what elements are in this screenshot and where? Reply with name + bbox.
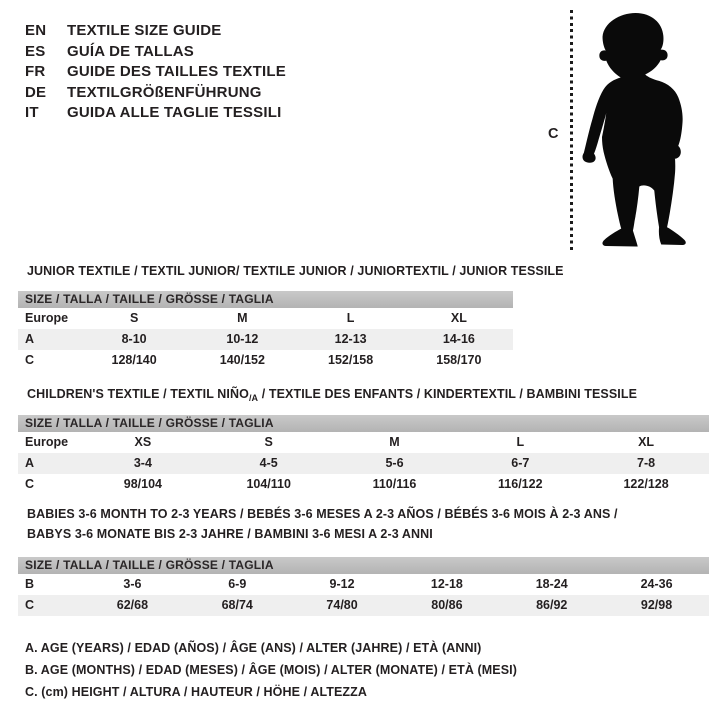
size-cell: L bbox=[346, 311, 355, 325]
language-row bbox=[25, 21, 286, 42]
section-title-segment: BABYS 3-6 MONATE BIS 2-3 JAHRE / BAMBINI 3-6 MESI A 2-3 ANNI bbox=[27, 527, 433, 541]
section-title bbox=[27, 524, 433, 544]
language-code: ES bbox=[25, 42, 46, 60]
language-title-list bbox=[25, 21, 286, 124]
table-header-bar: SIZE / TALLA / TAILLE / GRÖSSE / TAGLIA bbox=[18, 557, 709, 574]
size-cell: 3-4 bbox=[133, 456, 152, 470]
size-cell: 140/152 bbox=[219, 353, 265, 367]
row-label: A bbox=[25, 332, 35, 346]
size-cell: 62/68 bbox=[116, 598, 149, 612]
language-title: TEXTILGRÖßENFÜHRUNG bbox=[67, 83, 262, 101]
height-measure-dotted-line bbox=[570, 10, 573, 252]
language-title: GUIDA ALLE TAGLIE TESSILI bbox=[67, 104, 282, 121]
language-code: IT bbox=[25, 104, 39, 121]
table-row bbox=[18, 474, 709, 495]
size-cell: 14-16 bbox=[442, 332, 475, 346]
footnote-line: A. AGE (YEARS) / EDAD (AÑOS) / ÂGE (ANS) / ALTER (JAHRE) / ETÀ (ANNI) bbox=[25, 641, 482, 655]
language-row bbox=[25, 103, 286, 124]
table-row bbox=[18, 308, 513, 329]
section-title bbox=[27, 384, 637, 408]
row-label: C bbox=[25, 598, 35, 612]
toddler-figure bbox=[540, 0, 720, 260]
size-cell: 3-6 bbox=[123, 577, 142, 591]
section-title bbox=[27, 261, 564, 281]
size-table bbox=[18, 557, 709, 616]
language-row bbox=[25, 83, 286, 104]
table-header-bar: SIZE / TALLA / TAILLE / GRÖSSE / TAGLIA bbox=[18, 415, 709, 432]
language-title: GUÍA DE TALLAS bbox=[67, 42, 194, 60]
size-cell: 74/80 bbox=[326, 598, 358, 612]
size-cell: XL bbox=[638, 435, 655, 449]
size-cell: 86/92 bbox=[536, 598, 568, 612]
size-cell: M bbox=[237, 311, 248, 325]
row-label: C bbox=[25, 353, 35, 367]
row-label: C bbox=[25, 477, 35, 491]
size-cell: S bbox=[129, 311, 139, 325]
size-cell: 7-8 bbox=[637, 456, 656, 470]
size-cell: 110/116 bbox=[372, 477, 417, 491]
section-title-segment: BABIES 3-6 MONTH TO 2-3 YEARS / BEBÉS 3-6 MESES A 2-3 AÑOS / BÉBÉS 3-6 MOIS À 2-3 ANS / bbox=[27, 507, 618, 521]
size-cell: 152/158 bbox=[328, 353, 374, 367]
table-row bbox=[18, 574, 709, 595]
size-cell: 12-18 bbox=[430, 577, 463, 591]
size-cell: XL bbox=[450, 311, 467, 325]
height-measure-label: C bbox=[548, 126, 559, 142]
size-cell: 8-10 bbox=[121, 332, 147, 346]
language-code: EN bbox=[25, 22, 47, 39]
size-cell: M bbox=[389, 435, 400, 449]
section-title-segment: JUNIOR TEXTILE / TEXTIL JUNIOR/ TEXTILE JUNIOR / JUNIORTEXTIL / JUNIOR TESSILE bbox=[27, 264, 564, 278]
section-title-subscript: /A bbox=[248, 393, 259, 403]
language-title: GUIDE DES TAILLES TEXTILE bbox=[67, 63, 286, 80]
table-row bbox=[18, 350, 513, 371]
row-label: A bbox=[25, 456, 35, 470]
size-cell: XS bbox=[134, 435, 152, 449]
language-row bbox=[25, 42, 286, 63]
footnote-line: B. AGE (MONTHS) / EDAD (MESES) / ÂGE (MOIS) / ALTER (MONATE) / ETÀ (MESI) bbox=[25, 663, 518, 677]
table-header-bar: SIZE / TALLA / TAILLE / GRÖSSE / TAGLIA bbox=[18, 291, 513, 308]
section-title-segment: / TEXTILE DES ENFANTS / KINDERTEXTIL / BAMBINI TESSILE bbox=[258, 387, 638, 401]
size-cell: 68/74 bbox=[221, 598, 253, 612]
footnote-line: C. (cm) HEIGHT / ALTURA / HAUTEUR / HÖHE / ALTEZZA bbox=[25, 685, 368, 699]
size-cell: 10-12 bbox=[226, 332, 259, 346]
table-row bbox=[18, 432, 709, 453]
row-label: Europe bbox=[25, 311, 69, 325]
size-cell: 12-13 bbox=[334, 332, 367, 346]
size-cell: 122/128 bbox=[623, 477, 669, 491]
size-cell: 6-9 bbox=[228, 577, 247, 591]
size-cell: 5-6 bbox=[385, 456, 404, 470]
size-table bbox=[18, 415, 709, 495]
toddler-silhouette-icon bbox=[578, 10, 690, 250]
table-row bbox=[18, 329, 513, 350]
table-row bbox=[18, 595, 709, 616]
size-cell: 104/110 bbox=[246, 477, 291, 491]
size-cell: 158/170 bbox=[436, 353, 482, 367]
size-cell: 18-24 bbox=[535, 577, 568, 591]
size-table bbox=[18, 291, 513, 371]
size-cell: 24-36 bbox=[640, 577, 673, 591]
section-title-segment: CHILDREN'S TEXTILE / TEXTIL NIÑO bbox=[27, 387, 249, 401]
size-cell: 6-7 bbox=[511, 456, 530, 470]
table-row bbox=[18, 453, 709, 474]
size-cell: 116/122 bbox=[498, 477, 543, 491]
size-cell: S bbox=[264, 435, 273, 449]
language-code: FR bbox=[25, 63, 46, 80]
row-label: Europe bbox=[25, 435, 69, 449]
size-cell: 4-5 bbox=[259, 456, 278, 470]
language-title: TEXTILE SIZE GUIDE bbox=[67, 22, 222, 39]
footnote-legend bbox=[25, 637, 517, 703]
row-label: B bbox=[25, 577, 35, 591]
size-cell: 80/86 bbox=[431, 598, 463, 612]
language-code: DE bbox=[25, 83, 47, 101]
size-cell: L bbox=[516, 435, 525, 449]
section-title bbox=[27, 504, 618, 524]
size-cell: 9-12 bbox=[329, 577, 355, 591]
size-cell: 98/104 bbox=[123, 477, 163, 491]
size-cell: 92/98 bbox=[640, 598, 673, 612]
language-row bbox=[25, 62, 286, 83]
size-cell: 128/140 bbox=[111, 353, 157, 367]
